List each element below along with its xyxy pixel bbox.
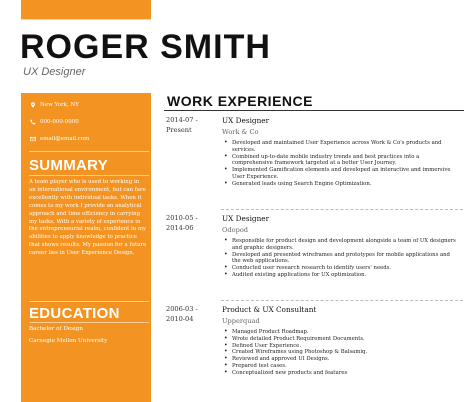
header-accent-bar — [21, 0, 151, 20]
work-heading-rule — [164, 110, 464, 111]
job-bullets — [224, 140, 460, 187]
job-bullet: • Responsible for product design and development alongside a team of UX designers and graphic designers. — [224, 238, 460, 252]
job-bullet: • Reviewed and approved UI Designs. — [224, 356, 460, 363]
job-entry — [164, 305, 464, 400]
work-experience-heading: WORK EXPERIENCE — [167, 93, 313, 109]
job-bullet: • Managed Product Roadmap. — [224, 329, 460, 336]
job-separator — [221, 209, 463, 210]
education-heading: EDUCATION — [29, 305, 120, 322]
phone-icon — [30, 119, 36, 125]
contact-location — [30, 102, 79, 108]
job-bullet: • Combined up-to-date mobile industry trends and best practices into a comprehensive framework targeted at a better User Journey. — [224, 154, 460, 168]
job-dates: 2006-03 - 2010-04 — [166, 305, 198, 323]
sidebar-divider — [29, 151, 149, 152]
job-company: Work & Co — [222, 128, 259, 136]
job-separator — [221, 300, 463, 301]
location-pin-icon — [30, 102, 36, 108]
job-bullet: • Defined User Experience. — [224, 343, 460, 350]
job-bullet: • Generated leads using Search Engine Optimization. — [224, 181, 460, 188]
job-bullet: • Created Wireframes using Photoshop & Balsamiq. — [224, 349, 460, 356]
job-bullet: • Conceptualized new products and features — [224, 370, 460, 377]
job-bullet: • Prepared test cases. — [224, 363, 460, 370]
job-entry — [164, 214, 464, 299]
job-bullet: • Developed and presented wireframes and prototypes for mobile applications and the web applications. — [224, 252, 460, 266]
contact-email[interactable] — [30, 136, 89, 142]
candidate-name: ROGER SMITH — [20, 28, 271, 66]
job-title: Product & UX Consultant — [222, 305, 317, 314]
sidebar-divider — [29, 301, 149, 302]
job-bullet: • Developed and maintained User Experience across Work & Co's products and services. — [224, 140, 460, 154]
job-title: UX Designer — [222, 214, 270, 223]
education-degree: Bachelor of Design — [29, 326, 83, 332]
sidebar-divider — [29, 322, 149, 323]
job-dates: 2014-07 - Present — [166, 116, 198, 134]
job-company: Upperquad — [222, 317, 260, 325]
job-bullets — [224, 329, 460, 376]
summary-heading: SUMMARY — [29, 157, 109, 174]
email-text[interactable]: email@email.com — [40, 136, 90, 142]
job-company: Odopod — [222, 226, 249, 234]
email-icon — [30, 136, 36, 142]
job-bullet: • Wrote detailed Product Requirement Documents. — [224, 336, 460, 343]
job-title: UX Designer — [222, 116, 270, 125]
job-bullet: • Conducted user research research to identify users' needs. — [224, 265, 460, 272]
contact-phone — [30, 119, 79, 125]
job-entry — [164, 116, 464, 206]
candidate-title: UX Designer — [23, 66, 86, 78]
sidebar-divider — [29, 175, 149, 176]
job-bullet: • Audited existing applications for UX optimization. — [224, 272, 460, 279]
location-text: New York, NY — [40, 102, 79, 108]
phone-text: 000-000-0000 — [40, 119, 79, 125]
education-school: Carnegie Mellon University — [29, 338, 108, 344]
summary-text: A team player who is used to working in an international environment, but can fare excellently with individual tasks. When it comes to my work I provide an analytical approach and time efficiency in carrying my tasks. With a variety of experience in the entrepreneurial realm, confident in my abilities to apply knowledge to practice that shows results. My passion for a future career lies in User Experience Design. — [29, 179, 147, 257]
sidebar — [21, 93, 151, 402]
job-bullet: • Implemented Gamification elements and developed an interactive and immersive User Experience. — [224, 167, 460, 181]
job-dates: 2010-05 - 2014-06 — [166, 214, 198, 232]
job-bullets — [224, 238, 460, 279]
